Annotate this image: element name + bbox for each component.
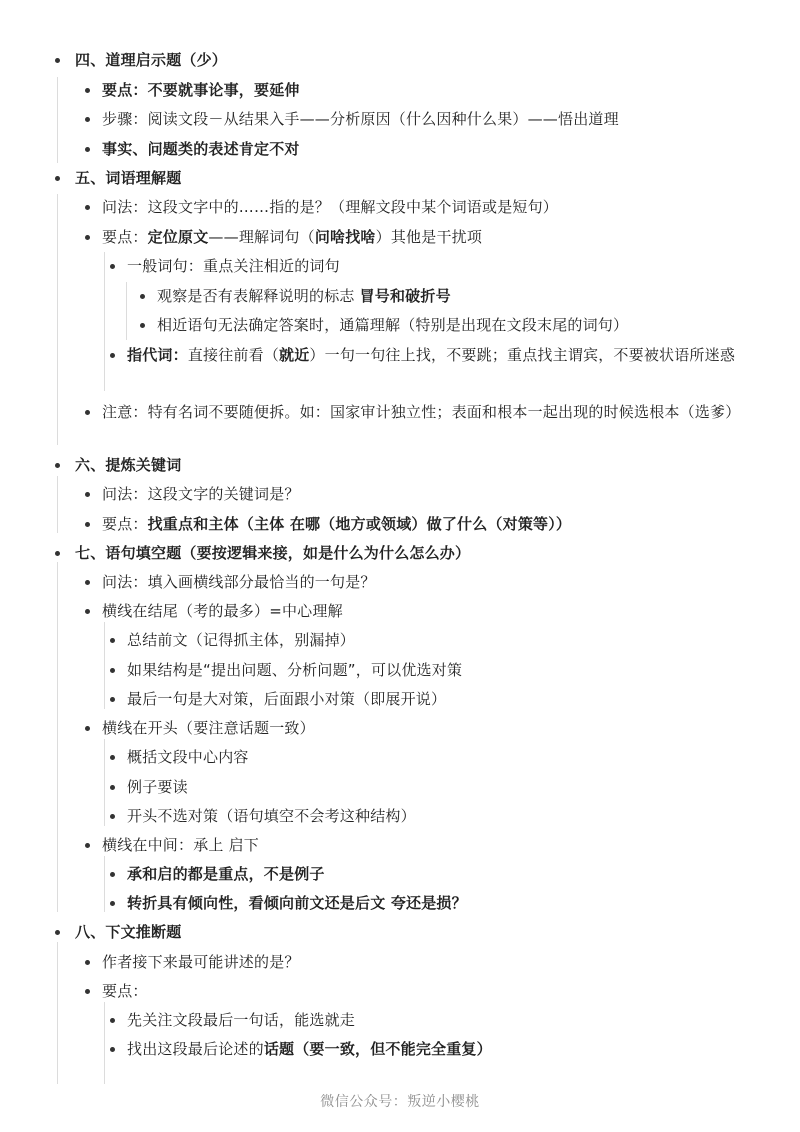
section-5-guide [57, 194, 58, 445]
s5-question: 问法：这段文字中的……指的是？（理解文段中某个词语或是短句） [102, 198, 559, 216]
s5-deictic [127, 341, 752, 370]
section-5-title: 五、词语理解题 [75, 169, 182, 187]
section-8-title: 八、下文推断题 [75, 923, 182, 941]
s7-mid-guide [104, 856, 105, 912]
section-7-title: 七、语句填空题（要按逻辑来接，如是什么为什么怎么办） [75, 544, 471, 562]
bullet [85, 580, 90, 585]
bullet [85, 205, 90, 210]
bullet [110, 668, 115, 673]
bullet [55, 176, 60, 181]
s4-fact-note: 事实、问题类的表述肯定不对 [102, 140, 300, 158]
s7-end-guide [104, 622, 105, 709]
s7-start-item-3: 开头不选对策（语句填空不会考这种结构） [127, 807, 416, 825]
bullet [85, 726, 90, 731]
s7-line-in-middle: 横线在中间：承上 启下 [102, 836, 259, 854]
s5-general-item-2: 相近语句无法确定答案时，通篇理解（特别是出现在文段末尾的词句） [157, 316, 629, 334]
s6-keypoint-label: 要点： [102, 515, 148, 533]
s5-general-item-1-text: 观察是否有表解释说明的标志 [157, 287, 360, 305]
s7-start-item-2: 例子要读 [127, 778, 188, 796]
bullet [110, 901, 115, 906]
s6-keypoint [102, 510, 571, 539]
bullet [110, 755, 115, 760]
s4-steps: 步骤：阅读文段－从结果入手——分析原因（什么因种什么果）——悟出道理 [102, 110, 619, 128]
s7-end-item-1: 总结前文（记得抓主体，别漏掉） [127, 631, 356, 649]
bullet [110, 1018, 115, 1023]
bullet [55, 551, 60, 556]
s5-general-guide [126, 282, 127, 340]
bullet [85, 989, 90, 994]
bullet [85, 147, 90, 152]
s5-general-item-1-bold: 冒号和破折号 [359, 287, 451, 305]
bullet [85, 410, 90, 415]
s7-line-at-start: 横线在开头（要注意话题一致） [102, 719, 315, 737]
section-7-guide [57, 562, 58, 912]
bullet [110, 814, 115, 819]
s4-keypoint: 要点：不要就事论事，要延伸 [102, 81, 300, 99]
s5-general-words: 一般词句：重点关注相近的词句 [127, 257, 340, 275]
s5-deictic-nearest: 就近 [279, 346, 310, 364]
bullet [55, 930, 60, 935]
s8-keypoint-item-2-bold: 话题（要一致，但不能完全重复） [263, 1040, 492, 1058]
s5-deictic-c: ）一句一句往上找，不要跳；重点找主谓宾，不要被状语所迷惑 [309, 346, 736, 364]
bullet [55, 58, 60, 63]
s5-keypoint [102, 223, 482, 252]
s5-keypoint-mid: ——理解词句（ [208, 228, 315, 246]
bullet [110, 638, 115, 643]
s7-mid-item-2: 转折具有倾向性，看倾向前文还是后文 夸还是损？ [127, 894, 467, 912]
s7-line-at-end: 横线在结尾（考的最多）=中心理解 [102, 602, 343, 620]
bullet [85, 960, 90, 965]
section-6-guide [57, 476, 58, 533]
s7-start-guide [104, 739, 105, 826]
s7-start-item-1: 概括文段中心内容 [127, 748, 249, 766]
bullet [110, 697, 115, 702]
s6-question: 问法：这段文字的关键词是？ [102, 485, 300, 503]
s5-keypoint-guide [104, 252, 105, 391]
s5-keypoint-end: ）其他是干扰项 [375, 228, 483, 246]
s5-keypoint-ask: 问啥找啥 [314, 228, 376, 246]
section-6-title: 六、提炼关键词 [75, 456, 182, 474]
s7-end-item-3: 最后一句是大对策，后面跟小对策（即展开说） [127, 690, 447, 708]
s7-end-item-2: 如果结构是“提出问题、分析问题”，可以优选对策 [127, 661, 463, 679]
footer-watermark: 微信公众号：叛逆小樱桃 [320, 1094, 480, 1110]
section-4-guide [57, 77, 58, 163]
bullet [140, 294, 145, 299]
bullet [85, 522, 90, 527]
bullet [110, 872, 115, 877]
s5-note: 注意：特有名词不要随便拆。如：国家审计独立性；表面和根本一起出现的时候选根本（选爹） [102, 403, 741, 421]
bullet [85, 609, 90, 614]
s5-keypoint-locate: 定位原文 [147, 228, 209, 246]
bullet [110, 353, 115, 358]
section-8-guide [57, 942, 58, 1084]
s8-keypoint-item-2-text: 找出这段最后论述的 [127, 1040, 264, 1058]
s8-question: 作者接下来最可能讲述的是？ [102, 953, 300, 971]
bullet [110, 785, 115, 790]
s5-deictic-label: 指代词： [127, 346, 188, 364]
bullet [140, 323, 145, 328]
s5-general-item-1 [157, 282, 451, 311]
s8-keypoint-item-1: 先关注文段最后一句话，能选就走 [127, 1011, 356, 1029]
s8-keypoint: 要点： [102, 982, 148, 1000]
s7-question: 问法：填入画横线部分最恰当的一句是？ [102, 573, 376, 591]
bullet [85, 117, 90, 122]
bullet [85, 88, 90, 93]
bullet [55, 463, 60, 468]
bullet [85, 235, 90, 240]
s6-keypoint-bold: 找重点和主体（主体 在哪（地方或领域）做了什么（对策等）） [147, 515, 572, 533]
s8-keypoint-item-2 [127, 1035, 492, 1064]
section-4-title: 四、道理启示题（少） [75, 51, 228, 69]
s7-mid-item-1: 承和启的都是重点，不是例子 [127, 865, 325, 883]
bullet [110, 1047, 115, 1052]
s5-keypoint-label: 要点： [102, 228, 148, 246]
bullet [85, 492, 90, 497]
bullet [85, 843, 90, 848]
s5-deictic-a: 直接往前看（ [187, 346, 280, 364]
bullet [110, 264, 115, 269]
s8-keypoint-guide [104, 1002, 105, 1084]
